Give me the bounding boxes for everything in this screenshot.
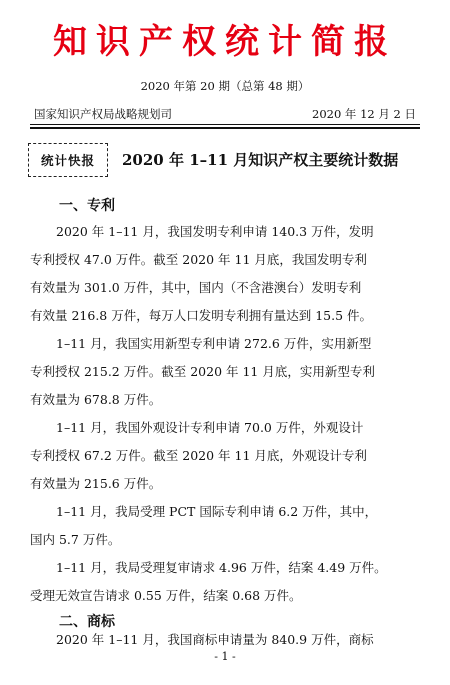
text-line: 有效量为 215.6 万件。 [30, 476, 162, 491]
issue-number: 2020 年第 20 期（总第 48 期） [140, 79, 310, 93]
headline: 2020 年 1–11 月知识产权主要统计数据 [122, 151, 399, 169]
issuer: 国家知识产权局战略规划司 [34, 107, 172, 121]
text-line: 专利授权 67.2 万件。截至 2020 年 11 月底，外观设计专利 [30, 448, 367, 463]
text-line: 2020 年 1–11 月，我国发明专利申请 140.3 万件，发明 [56, 224, 374, 239]
text-line: 1–11 月，我局受理复审请求 4.96 万件，结案 4.49 万件。 [56, 560, 387, 575]
text-line: 1–11 月，我国外观设计专利申请 70.0 万件，外观设计 [56, 420, 364, 435]
masthead-title: 知识产权统计简报 [53, 22, 397, 62]
issue-date: 2020 年 12 月 2 日 [312, 107, 416, 121]
paragraph-utility-models [30, 330, 420, 414]
paragraph-reexamination [30, 554, 420, 610]
section-heading-patents: 一、专利 [59, 198, 115, 214]
header-rule-top [30, 124, 420, 125]
paragraph-invention-patents [30, 218, 420, 330]
bulletin-tag: 统计快报 [28, 143, 108, 177]
header-rule-bottom [30, 127, 420, 129]
text-line: 专利授权 47.0 万件。截至 2020 年 11 月底，我国发明专利 [30, 252, 367, 267]
section-heading-trademarks: 二、商标 [59, 614, 115, 630]
text-line: 2020 年 1–11 月，我国商标申请量为 840.9 万件，商标 [56, 632, 374, 647]
page-number: - 1 - [214, 650, 236, 663]
text-line: 专利授权 215.2 万件。截至 2020 年 11 月底，实用新型专利 [30, 364, 375, 379]
text-line: 1–11 月，我国实用新型专利申请 272.6 万件，实用新型 [56, 336, 372, 351]
paragraph-pct [30, 498, 420, 554]
text-line: 国内 5.7 万件。 [30, 532, 121, 547]
paragraph-designs [30, 414, 420, 498]
text-line: 有效量为 678.8 万件。 [30, 392, 162, 407]
text-line: 有效量 216.8 万件，每万人口发明专利拥有量达到 15.5 件。 [30, 308, 373, 323]
text-line: 受理无效宣告请求 0.55 万件，结案 0.68 万件。 [30, 588, 302, 603]
text-line: 有效量为 301.0 万件，其中，国内（不含港澳台）发明专利 [30, 280, 362, 295]
text-line: 1–11 月，我局受理 PCT 国际专利申请 6.2 万件，其中， [56, 504, 378, 519]
